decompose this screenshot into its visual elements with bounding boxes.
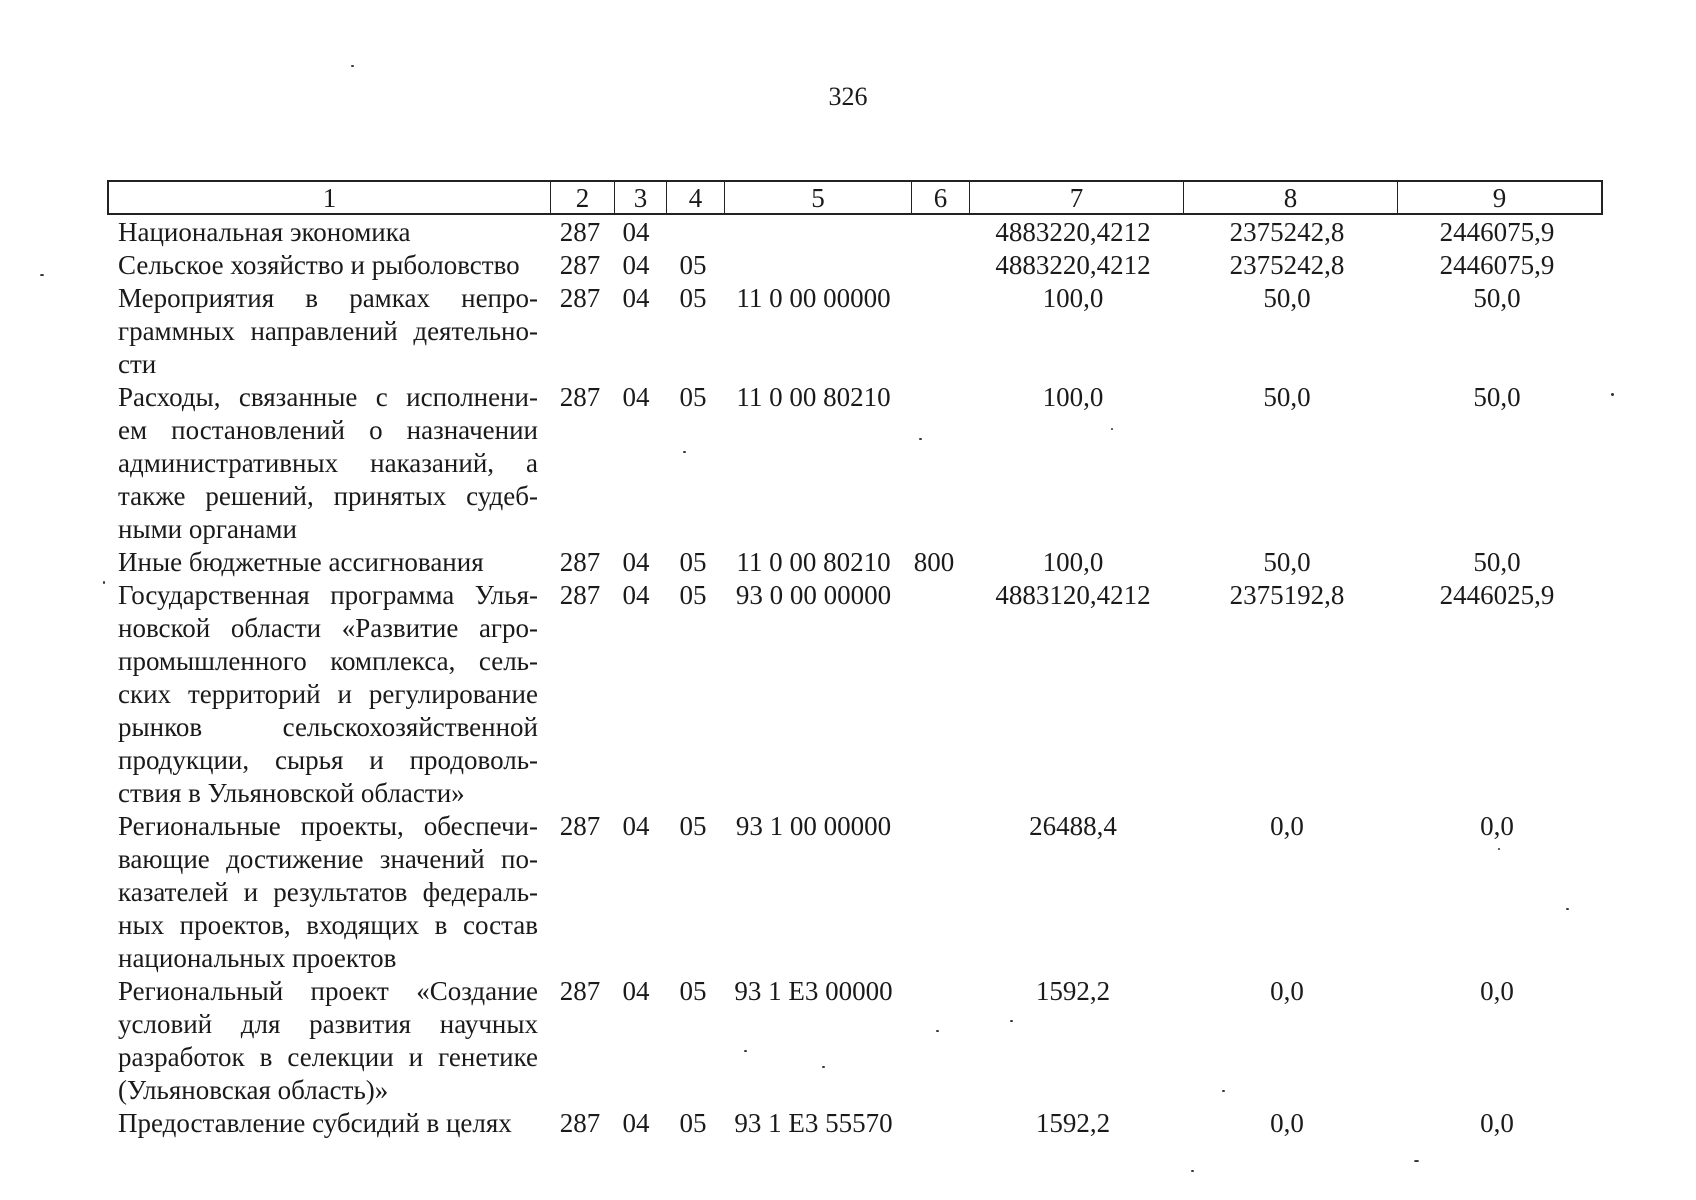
cell-c9: 2446075,9 — [1439, 250, 1555, 280]
row-name-line: Региональный проект «Создание — [118, 976, 538, 1006]
cell-c9: 0,0 — [1480, 1108, 1514, 1138]
cell-c7: 26488,4 — [1029, 811, 1117, 841]
cell-c3: 04 — [622, 382, 650, 412]
row-name-line: Предоставление субсидий в целях — [118, 1108, 512, 1138]
cell-c7: 1592,2 — [1035, 1108, 1111, 1138]
row-name — [118, 282, 538, 381]
scan-speck — [1222, 1090, 1225, 1092]
cell-c9: 2446075,9 — [1439, 217, 1555, 247]
row-name-line: разработок в селекции и генетике — [118, 1042, 538, 1072]
cell-c3: 04 — [622, 547, 650, 577]
cell-c2: 287 — [559, 976, 601, 1006]
scan-speck — [822, 1066, 825, 1068]
cell-c5: 93 0 00 00000 — [735, 580, 892, 610]
row-name-line: вающие достижение значений по- — [118, 844, 538, 874]
cell-c7: 100,0 — [1042, 283, 1104, 313]
cell-c6: 800 — [913, 547, 955, 577]
scan-speck — [936, 1030, 939, 1032]
header-col-4: 4 — [667, 182, 725, 213]
row-name — [118, 249, 538, 282]
cell-c7: 100,0 — [1042, 547, 1104, 577]
row-name — [118, 975, 538, 1107]
header-col-1: 1 — [109, 182, 551, 213]
cell-c4: 05 — [679, 976, 707, 1006]
row-name-line: ских территорий и регулирование — [118, 679, 538, 709]
header-col-5: 5 — [725, 182, 912, 213]
cell-c3: 04 — [622, 283, 650, 313]
scan-speck — [683, 451, 686, 453]
cell-c8: 2375242,8 — [1229, 250, 1345, 280]
row-name-line: казателей и результатов федераль- — [118, 877, 538, 907]
row-name — [118, 1107, 538, 1140]
cell-c5: 93 1 00 00000 — [735, 811, 892, 841]
row-name-line: ем постановлений о назначении — [118, 415, 538, 445]
scan-speck — [103, 581, 105, 584]
cell-c7: 4883220,4212 — [995, 217, 1151, 247]
row-name-line: условий для развития научных — [118, 1009, 538, 1039]
cell-c5: 11 0 00 00000 — [736, 283, 891, 313]
scan-speck — [1498, 848, 1500, 850]
cell-c3: 04 — [622, 1108, 650, 1138]
cell-c9: 50,0 — [1473, 547, 1521, 577]
cell-c9: 50,0 — [1473, 283, 1521, 313]
cell-c3: 04 — [622, 811, 650, 841]
scan-speck — [1414, 1160, 1419, 1162]
cell-c9: 0,0 — [1480, 811, 1514, 841]
row-name-line: ствия в Ульяновской области» — [118, 778, 465, 808]
page-number: 326 — [828, 82, 868, 111]
cell-c8: 0,0 — [1270, 976, 1304, 1006]
cell-c4: 05 — [679, 283, 707, 313]
header-col-2: 2 — [551, 182, 615, 213]
scan-speck — [351, 65, 354, 67]
scan-speck — [1010, 1020, 1013, 1022]
cell-c8: 2375192,8 — [1229, 580, 1345, 610]
cell-c4: 05 — [679, 580, 707, 610]
cell-c5: 11 0 00 80210 — [736, 547, 891, 577]
header-col-3: 3 — [615, 182, 667, 213]
cell-c9: 0,0 — [1480, 976, 1514, 1006]
cell-c4: 05 — [679, 547, 707, 577]
cell-c4: 05 — [679, 382, 707, 412]
cell-c7: 1592,2 — [1035, 976, 1111, 1006]
cell-c2: 287 — [559, 580, 601, 610]
cell-c5: 11 0 00 80210 — [736, 382, 891, 412]
row-name-line: рынков сельскохозяйственной — [118, 712, 538, 742]
header-col-7: 7 — [970, 182, 1184, 213]
scan-speck — [1611, 393, 1614, 396]
row-name-line: граммных направлений деятельно- — [118, 316, 538, 346]
row-name-line: продукции, сырья и продоволь- — [118, 745, 538, 775]
cell-c5: 93 1 Е3 00000 — [734, 976, 893, 1006]
row-name — [118, 579, 538, 810]
cell-c5: 93 1 Е3 55570 — [734, 1108, 893, 1138]
cell-c4: 05 — [679, 811, 707, 841]
row-name-line: Расходы, связанные с исполнени- — [118, 382, 538, 412]
row-name-line: также решений, принятых судеб- — [118, 481, 538, 511]
row-name — [118, 810, 538, 975]
cell-c2: 287 — [559, 1108, 601, 1138]
row-name-line: (Ульяновская область)» — [118, 1075, 389, 1105]
cell-c3: 04 — [622, 217, 650, 247]
scan-speck — [1566, 908, 1569, 910]
table-header — [107, 180, 1603, 215]
row-name-line: Мероприятия в рамках непро- — [118, 283, 538, 313]
cell-c8: 50,0 — [1263, 547, 1311, 577]
cell-c3: 04 — [622, 976, 650, 1006]
cell-c2: 287 — [559, 283, 601, 313]
header-col-9: 9 — [1492, 183, 1507, 213]
header-col-8: 8 — [1184, 182, 1398, 213]
cell-c3: 04 — [622, 250, 650, 280]
row-name-line: сти — [118, 349, 157, 379]
row-name-line: Национальная экономика — [118, 217, 411, 247]
row-name-line: административных наказаний, а — [118, 448, 538, 478]
cell-c2: 287 — [559, 382, 601, 412]
cell-c2: 287 — [559, 217, 601, 247]
cell-c2: 287 — [559, 811, 601, 841]
cell-c7: 100,0 — [1042, 382, 1104, 412]
cell-c8: 0,0 — [1270, 811, 1304, 841]
row-name-line: ных проектов, входящих в состав — [118, 910, 538, 940]
cell-c2: 287 — [559, 547, 601, 577]
row-name-line: национальных проектов — [118, 943, 397, 973]
row-name-line: новской области «Развитие агро- — [118, 613, 538, 643]
row-name-line: ными органами — [118, 514, 297, 544]
row-name-line: промышленного комплекса, сель- — [118, 646, 538, 676]
row-name — [118, 546, 538, 579]
cell-c7: 4883220,4212 — [995, 250, 1151, 280]
cell-c7: 4883120,4212 — [995, 580, 1151, 610]
row-name-line: Иные бюджетные ассигнования — [118, 547, 484, 577]
row-name-line: Региональные проекты, обеспечи- — [118, 811, 538, 841]
row-name — [118, 381, 538, 546]
cell-c8: 0,0 — [1270, 1108, 1304, 1138]
cell-c8: 50,0 — [1263, 382, 1311, 412]
cell-c3: 04 — [622, 580, 650, 610]
scan-speck — [40, 274, 44, 276]
cell-c4: 05 — [679, 250, 707, 280]
row-name — [118, 216, 538, 249]
cell-c2: 287 — [559, 250, 601, 280]
cell-c9: 50,0 — [1473, 382, 1521, 412]
scan-speck — [744, 1050, 747, 1052]
cell-c9: 2446025,9 — [1439, 580, 1555, 610]
header-col-6: 6 — [912, 182, 970, 213]
cell-c8: 2375242,8 — [1229, 217, 1345, 247]
scan-speck — [1111, 428, 1113, 430]
cell-c8: 50,0 — [1263, 283, 1311, 313]
cell-c4: 05 — [679, 1108, 707, 1138]
scan-speck — [919, 438, 922, 440]
row-name-line: Государственная программа Улья- — [118, 580, 538, 610]
scan-speck — [1191, 1170, 1194, 1172]
row-name-line: Сельское хозяйство и рыболовство — [118, 250, 520, 280]
